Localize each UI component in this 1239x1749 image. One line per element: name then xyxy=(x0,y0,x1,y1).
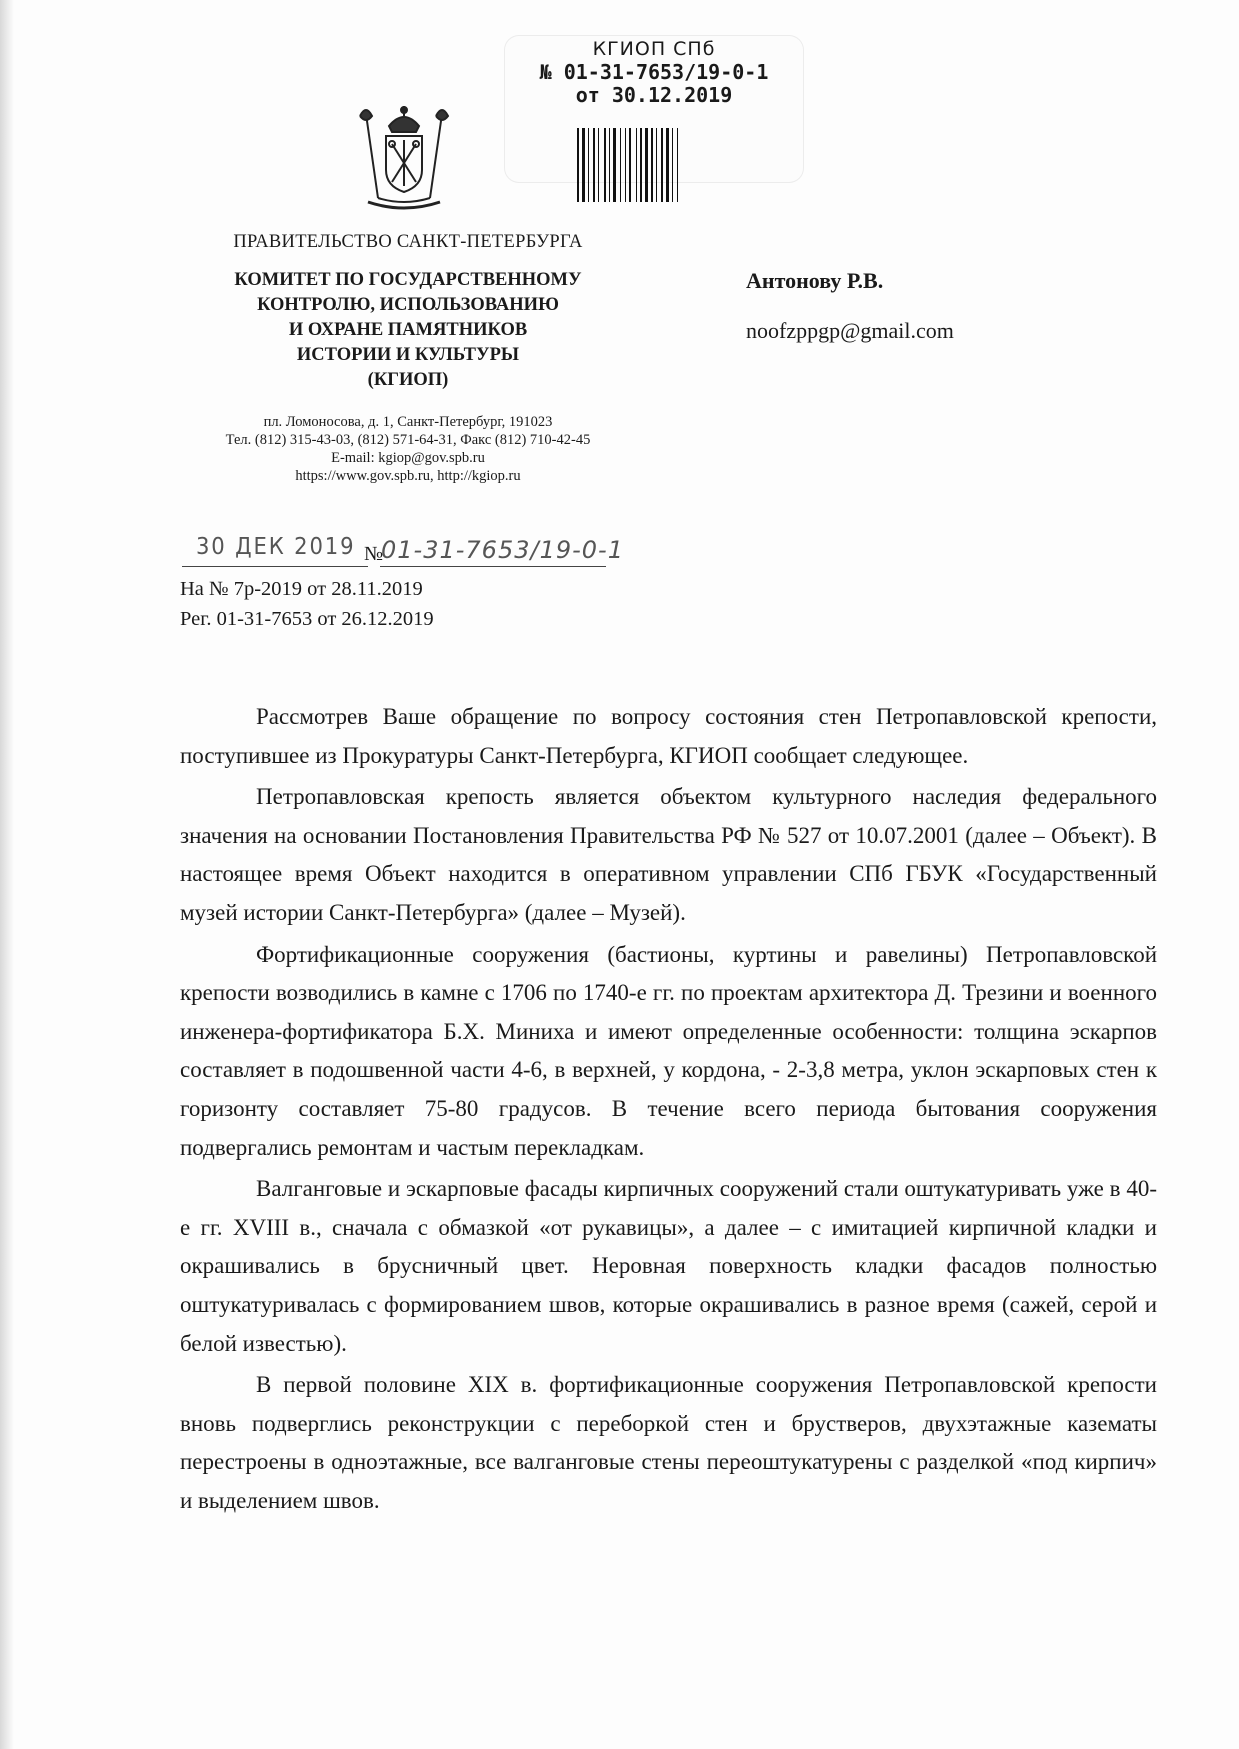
barcode-bar xyxy=(651,128,653,202)
body-paragraph: В первой половине XIX в. фортификационные сооружения Петропавловской крепости вновь подверглись реконструкции с переборкой стен и брустверов, двухэтажные казематы перестроены в одноэтажные, все валганговые стены переоштукатурены с разделкой «под кирпич» и выделением швов. xyxy=(180,1372,1157,1513)
reply-reference: На № 7р-2019 от 28.11.2019 xyxy=(180,578,423,600)
committee-line: КОМИТЕТ ПО ГОСУДАРСТВЕННОМУ xyxy=(234,270,582,290)
outgoing-number-handwritten: 01-31-7653/19-0-1 xyxy=(381,536,624,564)
barcode-bar xyxy=(677,128,678,202)
barcode-bar xyxy=(656,128,657,202)
stamp-org: КГИОП СПб xyxy=(592,38,716,60)
barcode-bar xyxy=(661,128,663,202)
registration-reference: Рег. 01-31-7653 от 26.12.2019 xyxy=(180,608,434,630)
barcode-bar xyxy=(666,128,669,202)
address-line: пл. Ломоносова, д. 1, Санкт-Петербург, 191023 xyxy=(263,414,553,430)
barcode-bar xyxy=(588,128,589,202)
barcode-bar xyxy=(629,128,631,202)
committee-line: (КГИОП) xyxy=(367,370,449,390)
outgoing-date-stamp: 30 ДЕК 2019 xyxy=(196,534,356,560)
barcode-bar xyxy=(593,128,595,202)
website-line: https://www.gov.spb.ru, http://kgiop.ru xyxy=(295,468,521,484)
body-paragraph: Валганговые и эскарповые фасады кирпичных сооружений стали оштукатуривать уже в 40-е гг. XVIII в., сначала с обмазкой «от рукавицы», а далее – с имитацией кирпичной кладки и окрашивались в брусничный цвет. Неровная поверхность кладки фасадов полностью оштукатуривалась с формированием швов, которые окрашивались в разное время (сажей, серой и белой известью). xyxy=(180,1176,1157,1356)
barcode-bar xyxy=(582,128,585,202)
stamp-number: № 01-31-7653/19-0-1 xyxy=(539,60,769,84)
number-sign: № xyxy=(364,543,384,565)
barcode-bar xyxy=(613,128,616,202)
recipient-email: noofzppgp@gmail.com xyxy=(746,318,954,343)
body-paragraph: Рассмотрев Ваше обращение по вопросу состояния стен Петропавловской крепости, поступившее из Прокуратуры Санкт-Петербурга, КГИОП сообщает следующее. xyxy=(180,704,1157,768)
phone-line: Тел. (812) 315-43-03, (812) 571-64-31, Факс (812) 710-42-45 xyxy=(225,432,591,448)
body-paragraph: Петропавловская крепость является объектом культурного наследия федерального значения на основании Постановления Правительства РФ № 527 от 10.07.2001 (далее – Объект). В настоящее время Объект находится в оперативном управлении СПб ГБУК «Государственный музей истории Санкт-Петербурга» (далее – Музей). xyxy=(180,784,1157,925)
barcode-bar xyxy=(577,128,579,202)
saint-petersburg-coat-of-arms-icon xyxy=(354,104,454,212)
contact-address xyxy=(178,413,638,485)
barcode-icon xyxy=(577,128,727,202)
recipient-name: Антонову Р.В. xyxy=(746,268,884,293)
barcode-bar xyxy=(609,128,610,202)
committee-line: ИСТОРИИ И КУЛЬТУРЫ xyxy=(296,345,520,365)
committee-line: И ОХРАНЕ ПАМЯТНИКОВ xyxy=(288,320,528,340)
barcode-bar xyxy=(604,128,606,202)
body-paragraph: Фортификационные сооружения (бастионы, куртины и равелины) Петропавловской крепости возводились в камне с 1706 по 1740-е гг. по проектам архитектора Д. Трезини и военного инженера-фортификатора Б.Х. Миниха и имеют определенные особенности: толщина эскарпов составляет в подошвенной части 4-6, в верхней, у кордона, - 2-3,8 метра, уклон эскарповых стен к горизонту составляет 75-80 градусов. В течение всего периода бытования сооружения подвергались ремонтам и частым перекладкам. xyxy=(180,941,1157,1160)
barcode-bar xyxy=(598,128,599,202)
barcode-bar xyxy=(636,128,637,202)
stamp-date: от 30.12.2019 xyxy=(575,83,733,107)
scan-edge-shadow xyxy=(0,0,14,1749)
barcode-bar xyxy=(645,128,648,202)
letter-body xyxy=(180,698,1157,1523)
government-title: ПРАВИТЕЛЬСТВО САНКТ-ПЕТЕРБУРГА xyxy=(233,232,583,252)
email-line: E-mail: kgiop@gov.spb.ru xyxy=(331,450,485,466)
barcode-bar xyxy=(672,128,673,202)
registration-stamp xyxy=(505,36,803,182)
barcode-bar xyxy=(640,128,642,202)
committee-name xyxy=(178,268,638,393)
committee-line: КОНТРОЛЮ, ИСПОЛЬЗОВАНИЮ xyxy=(257,295,559,315)
barcode-bar xyxy=(620,128,621,202)
barcode-bar xyxy=(625,128,626,202)
